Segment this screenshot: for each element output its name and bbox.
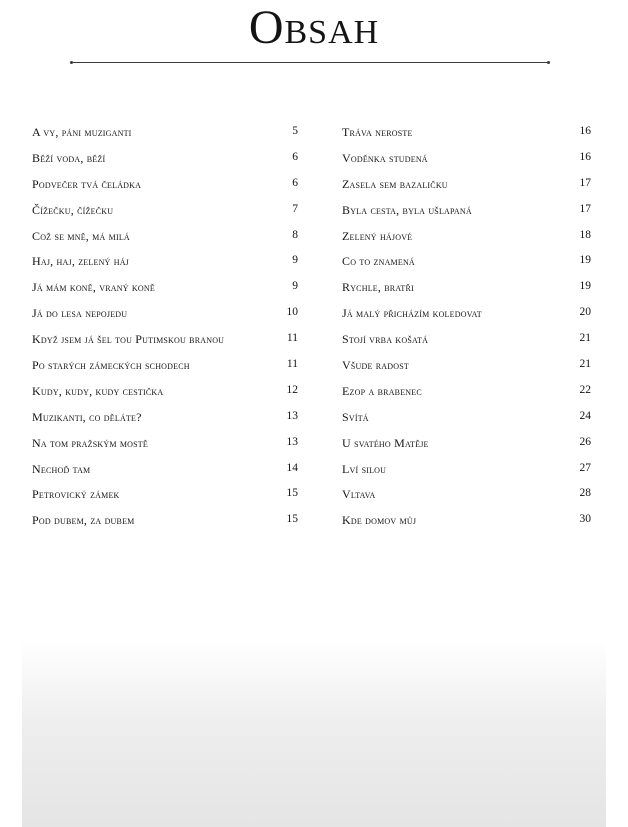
toc-entry-title: Lví silou bbox=[342, 461, 387, 476]
toc-entry-page: 18 bbox=[579, 228, 591, 241]
toc-entry-title: Byla cesta, byla ušlapaná bbox=[342, 202, 472, 217]
toc-entry[interactable] bbox=[342, 251, 591, 277]
toc-entry[interactable] bbox=[32, 484, 298, 510]
toc-entry[interactable] bbox=[342, 329, 591, 355]
toc-entry-title: Stojí vrba košatá bbox=[342, 332, 429, 347]
toc-entry-page: 16 bbox=[579, 150, 591, 163]
toc-entry[interactable] bbox=[32, 226, 298, 252]
toc-entry[interactable] bbox=[342, 407, 591, 433]
toc-entry[interactable] bbox=[32, 303, 298, 329]
toc-entry[interactable] bbox=[32, 355, 298, 381]
toc-entry-page: 26 bbox=[579, 435, 591, 448]
toc-entry[interactable] bbox=[342, 459, 591, 485]
toc-entry-page: 13 bbox=[286, 409, 298, 422]
toc-entry-title: Haj, haj, zelený háj bbox=[32, 254, 129, 269]
toc-entry-title: A vy, páni muziganti bbox=[32, 125, 132, 139]
toc-entry[interactable] bbox=[32, 148, 298, 174]
toc-entry-page: 17 bbox=[579, 176, 591, 189]
toc-entry-page: 27 bbox=[579, 461, 591, 474]
toc-entry[interactable] bbox=[342, 174, 591, 200]
toc-entry[interactable] bbox=[342, 381, 591, 407]
toc-entry[interactable] bbox=[342, 200, 591, 226]
toc-entry-page: 9 bbox=[292, 254, 298, 267]
toc-entry-page: 7 bbox=[292, 202, 298, 215]
toc-entry-page: 13 bbox=[286, 435, 298, 448]
toc-entry[interactable] bbox=[342, 277, 591, 303]
toc-entry-page: 8 bbox=[292, 228, 298, 241]
toc-entry[interactable] bbox=[32, 381, 298, 407]
toc-entry-page: 11 bbox=[286, 358, 298, 371]
toc-entry-title: Ezop a brabenec bbox=[342, 383, 422, 398]
toc-entry[interactable] bbox=[32, 174, 298, 200]
toc-entry-title: Všude radost bbox=[342, 358, 409, 373]
toc-entry-page: 11 bbox=[286, 332, 298, 345]
toc-entry-title: Zasela sem bazaličku bbox=[342, 176, 448, 191]
toc-entry-title: Což se mně, má milá bbox=[32, 228, 130, 243]
toc-entry-page: 30 bbox=[579, 513, 591, 526]
toc-entry-page: 10 bbox=[286, 306, 298, 319]
toc-entry[interactable] bbox=[342, 122, 591, 148]
toc-entry-title: Na tom pražským mostě bbox=[32, 435, 148, 450]
toc-entry-page: 12 bbox=[286, 383, 298, 396]
toc-entry[interactable] bbox=[342, 303, 591, 329]
toc-entry-page: 19 bbox=[579, 254, 591, 267]
toc-entry-title: Kde domov můj bbox=[342, 513, 417, 528]
toc-entry-title: Kudy, kudy, kudy cestička bbox=[32, 383, 164, 398]
toc-entry-title: Já malý přicházím koledovat bbox=[342, 306, 482, 321]
toc-entry[interactable] bbox=[32, 277, 298, 303]
toc-entry-page: 14 bbox=[286, 461, 298, 474]
toc-entry-page: 19 bbox=[579, 280, 591, 293]
toc-entry-title: Po starých zámeckých schodech bbox=[32, 358, 190, 373]
toc-entry-title: U svatého Matěje bbox=[342, 435, 429, 450]
toc-entry-title: Petrovický zámek bbox=[32, 487, 120, 502]
toc-entry[interactable] bbox=[32, 122, 298, 148]
toc-entry[interactable] bbox=[342, 433, 591, 459]
toc-entry-page: 16 bbox=[579, 125, 591, 137]
toc-entry-title: Voděnka studená bbox=[342, 150, 428, 165]
toc-entry[interactable] bbox=[32, 459, 298, 485]
toc-entry-page: 22 bbox=[579, 383, 591, 396]
toc-entry-title: Zelený hájové bbox=[342, 228, 413, 243]
page-shadow bbox=[22, 640, 606, 827]
toc-entry-page: 21 bbox=[579, 358, 591, 371]
toc-entry-title: Muzikanti, co děláte? bbox=[32, 409, 142, 424]
toc-entry[interactable] bbox=[32, 251, 298, 277]
toc-right-column bbox=[342, 122, 591, 536]
toc-entry-page: 9 bbox=[292, 280, 298, 293]
toc-entry-title: Podvečer tvá čeládka bbox=[32, 176, 142, 191]
toc-entry-page: 15 bbox=[286, 513, 298, 526]
toc-entry-title: Rychle, bratři bbox=[342, 280, 414, 295]
toc-entry-title: Běží voda, běží bbox=[32, 150, 106, 165]
toc-entry-title: Když jsem já šel tou Putimskou branou bbox=[32, 332, 225, 347]
toc-entry-page: 6 bbox=[292, 176, 298, 189]
toc-entry[interactable] bbox=[342, 484, 591, 510]
toc-entry-page: 17 bbox=[579, 202, 591, 215]
toc-entry[interactable] bbox=[342, 148, 591, 174]
toc-entry[interactable] bbox=[32, 510, 298, 536]
toc-entry[interactable] bbox=[342, 510, 591, 536]
toc-entry-title: Nechoď tam bbox=[32, 461, 91, 476]
toc-entry[interactable] bbox=[32, 407, 298, 433]
toc-entry-title: Tráva neroste bbox=[342, 125, 413, 139]
toc-entry-title: Vltava bbox=[342, 487, 376, 502]
toc-entry-page: 28 bbox=[579, 487, 591, 500]
toc-entry-page: 21 bbox=[579, 332, 591, 345]
toc-entry-title: Pod dubem, za dubem bbox=[32, 513, 135, 528]
toc-entry-page: 5 bbox=[292, 125, 298, 137]
toc-entry-title: Co to znamená bbox=[342, 254, 415, 269]
toc-entry-page: 24 bbox=[579, 409, 591, 422]
toc-entry[interactable] bbox=[32, 200, 298, 226]
toc-entry-page: 20 bbox=[579, 306, 591, 319]
toc-entry-page: 15 bbox=[286, 487, 298, 500]
toc-entry-page: 6 bbox=[292, 150, 298, 163]
toc-entry[interactable] bbox=[342, 355, 591, 381]
toc-entry-title: Svítá bbox=[342, 409, 369, 424]
toc-left-column bbox=[32, 122, 298, 536]
toc-entry[interactable] bbox=[32, 433, 298, 459]
toc-entry-title: Čížečku, čížečku bbox=[32, 202, 114, 217]
toc-entry[interactable] bbox=[32, 329, 298, 355]
toc-entry-title: Já do lesa nepojedu bbox=[32, 306, 128, 321]
toc-entry[interactable] bbox=[342, 226, 591, 252]
title-divider bbox=[72, 62, 548, 63]
page-title: Obsah bbox=[248, 1, 380, 54]
toc-entry-title: Já mám koně, vraný koně bbox=[32, 280, 155, 295]
